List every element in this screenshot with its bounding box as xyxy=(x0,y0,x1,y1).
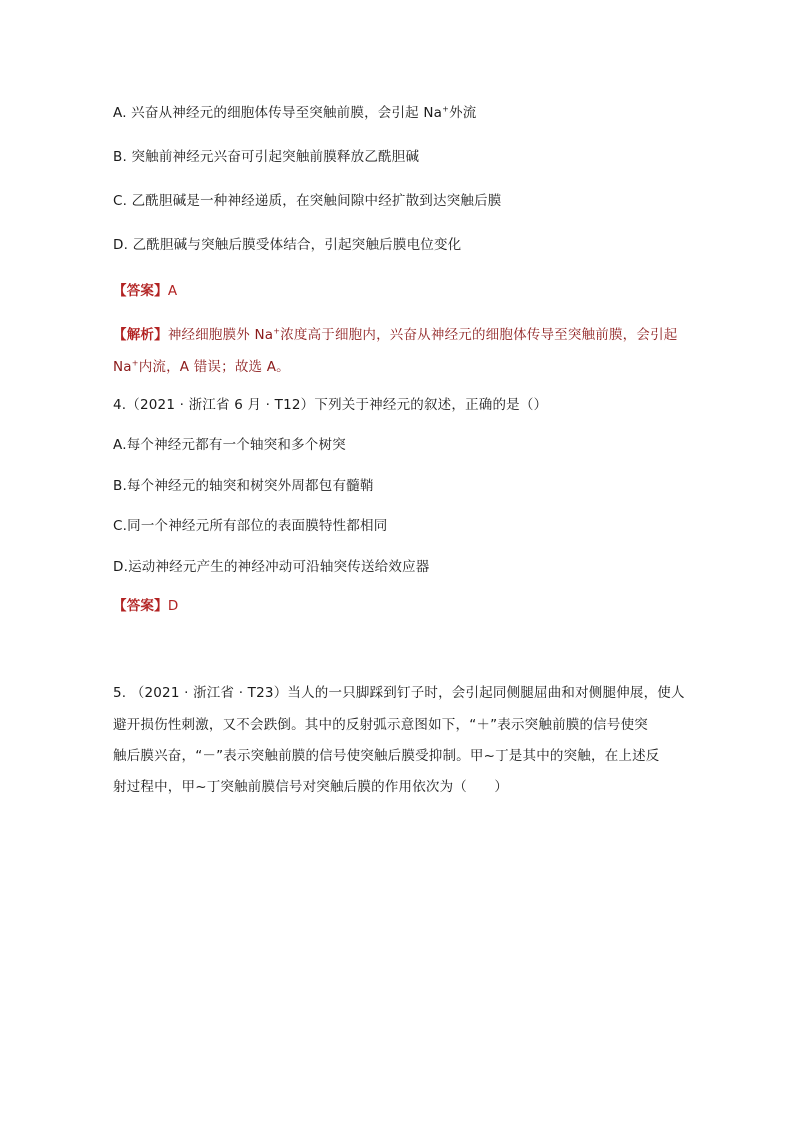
q5-line4: 射过程中，甲~丁突触前膜信号对突触后膜的作用依次为（ ） xyxy=(113,779,509,795)
q3-analysis-line1 xyxy=(113,326,678,344)
q4-option-a: A.每个神经元都有一个轴突和多个树突 xyxy=(113,437,346,453)
q3-answer-value: A xyxy=(167,283,178,299)
q5-line3: 触后膜兴奋，“－”表示突触前膜的信号使突触后膜受抑制。甲~丁是其中的突触，在上述反 xyxy=(113,748,660,764)
q3-analysis-tag: 【解析】 xyxy=(113,327,168,343)
q3-analysis-sup-1: + xyxy=(273,326,281,336)
q3-analysis-text-c: Na xyxy=(113,359,132,375)
q3-option-d: D. 乙酰胆碱与突触后膜受体结合，引起突触后膜电位变化 xyxy=(113,237,462,253)
q3-option-c: C. 乙酰胆碱是一种神经递质，在突触间隙中经扩散到达突触后膜 xyxy=(113,193,502,209)
q3-answer-tag: 【答案】 xyxy=(113,283,168,299)
q4-answer-value: D xyxy=(167,598,179,614)
q3-answer xyxy=(113,282,177,300)
q3-option-a xyxy=(113,104,476,122)
q3-analysis-text-b: 浓度高于细胞内，兴奋从神经元的细胞体传导至突触前膜，会引起 xyxy=(280,327,678,343)
q3-option-a-text: A. 兴奋从神经元的细胞体传导至突触前膜，会引起 Na xyxy=(113,105,443,121)
q3-option-a-sup: + xyxy=(442,104,450,114)
q4-answer-tag: 【答案】 xyxy=(113,598,168,614)
q4-option-d: D.运动神经元产生的神经冲动可沿轴突传送给效应器 xyxy=(113,559,430,575)
q3-analysis-sup-2: + xyxy=(131,358,139,368)
q4-option-c: C.同一个神经元所有部位的表面膜特性都相同 xyxy=(113,518,388,534)
q4-answer xyxy=(113,597,178,615)
q3-analysis-line2 xyxy=(113,358,290,376)
q3-analysis-text-a: 神经细胞膜外 Na xyxy=(167,327,274,343)
q3-option-b: B. 突触前神经元兴奋可引起突触前膜释放乙酰胆碱 xyxy=(113,149,420,165)
q4-option-b: B.每个神经元的轴突和树突外周都包有髓鞘 xyxy=(113,478,374,494)
q5-line1: 5. （2021 · 浙江省 · T23）当人的一只脚踩到钉子时，会引起同侧腿屈曲和对侧腿伸展，使人 xyxy=(113,685,685,701)
q4-stem: 4.（2021 · 浙江省 6 月 · T12）下列关于神经元的叙述，正确的是（） xyxy=(113,397,548,413)
q5-line2: 避开损伤性刺激，又不会跌倒。其中的反射弧示意图如下，“＋”表示突触前膜的信号使突 xyxy=(113,717,648,733)
q3-analysis-text-d: 内流，A 错误；故选 A。 xyxy=(138,359,290,375)
q3-option-a-text-end: 外流 xyxy=(449,105,477,121)
